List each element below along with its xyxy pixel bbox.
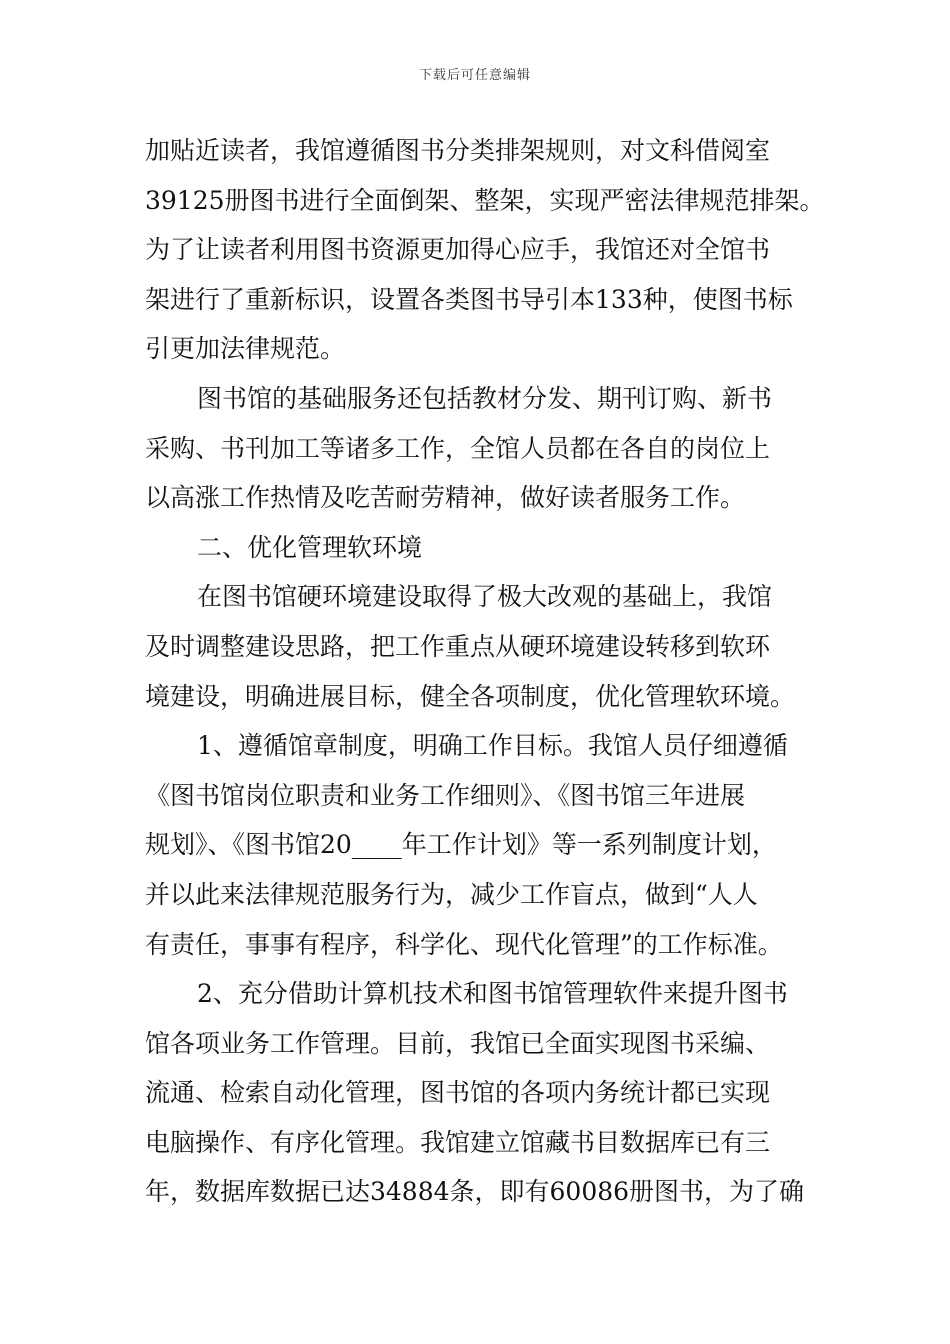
paragraph-start-line: 2、充分借助计算机技术和图书馆管理软件来提升图书 <box>197 979 788 1009</box>
text-line: 流通、检索自动化管理，图书馆的各项内务统计都已实现 <box>145 1078 771 1108</box>
text-line: 规划》、《图书馆20____年工作计划》等一系列制度计划， <box>145 830 777 860</box>
text-line: 架进行了重新标识，设置各类图书导引本133种，使图书标 <box>145 284 793 314</box>
text-line: 《图书馆岗位职责和业务工作细则》、《图书馆三年进展 <box>145 780 746 810</box>
text-line: 馆各项业务工作管理。目前，我馆已全面实现图书采编、 <box>145 1028 771 1058</box>
page-header-note: 下载后可任意编辑 <box>418 68 531 83</box>
text-line: 及时调整建设思路，把工作重点从硬环境建设转移到软环 <box>145 631 771 661</box>
text-line: 为了让读者利用图书资源更加得心应手，我馆还对全馆书 <box>145 235 771 265</box>
paragraph-start-line: 在图书馆硬环境建设取得了极大改观的基础上，我馆 <box>197 582 773 612</box>
paragraph-start-line: 图书馆的基础服务还包括教材分发、期刊订购、新书 <box>197 383 773 413</box>
text-line: 电脑操作、有序化管理。我馆建立馆藏书目数据库已有三 <box>145 1127 771 1157</box>
text-line: 引更加法律规范。 <box>145 334 346 364</box>
text-line: 境建设，明确进展目标，健全各项制度，优化管理软环境。 <box>145 681 796 711</box>
text-line: 并以此来法律规范服务行为，减少工作盲点，做到“人人 <box>145 879 758 909</box>
paragraph-start-line: 1、遵循馆章制度，明确工作目标。我馆人员仔细遵循 <box>197 731 788 761</box>
text-line: 采购、书刊加工等诸多工作，全馆人员都在各自的岗位上 <box>145 433 771 463</box>
text-line: 以高涨工作热情及吃苦耐劳精神，做好读者服务工作。 <box>145 483 746 513</box>
section-heading: 二、优化管理软环境 <box>197 532 423 562</box>
text-line: 39125册图书进行全面倒架、整架，实现严密法律规范排架。 <box>145 185 825 215</box>
text-line: 加贴近读者，我馆遵循图书分类排架规则，对文科借阅室 <box>145 136 771 165</box>
document-body <box>145 126 825 1217</box>
text-line: 年，数据库数据已达34884条，即有60086册图书，为了确 <box>145 1177 805 1207</box>
text-line: 有责任，事事有程序，科学化、现代化管理”的工作标准。 <box>145 929 783 959</box>
